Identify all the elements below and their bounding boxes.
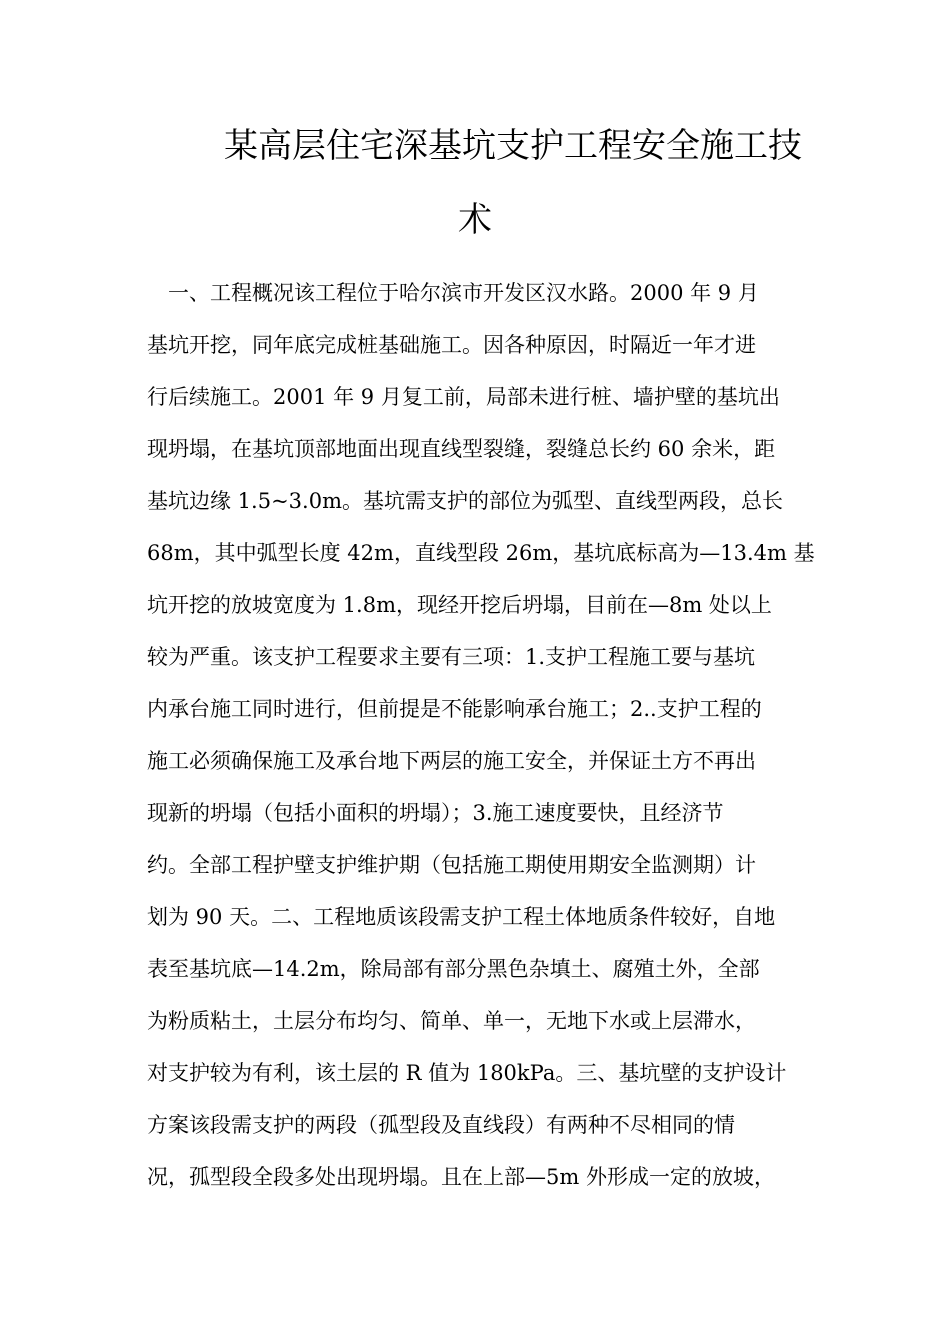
paragraph-line: 现新的坍塌（包括小面积的坍塌）；3.施工速度要快，且经济节 xyxy=(147,801,724,825)
paragraph-line: 一、工程概况该工程位于哈尔滨市开发区汉水路。2000 年 9 月 xyxy=(147,281,759,305)
paragraph-line: 况，孤型段全段多处出现坍塌。且在上部—5m 外形成一定的放坡， xyxy=(147,1165,775,1189)
paragraph-line: 施工必须确保施工及承台地下两层的施工安全，并保证土方不再出 xyxy=(147,749,756,773)
paragraph-line: 68m，其中弧型长度 42m，直线型段 26m，基坑底标高为—13.4m 基 xyxy=(147,541,815,565)
paragraph-line: 坑开挖的放坡宽度为 1.8m，现经开挖后坍塌，目前在—8m 处以上 xyxy=(147,593,772,617)
paragraph-line: 方案该段需支护的两段（孤型段及直线段）有两种不尽相同的情 xyxy=(147,1113,735,1137)
paragraph-line: 现坍塌，在基坑顶部地面出现直线型裂缝，裂缝总长约 60 余米，距 xyxy=(147,437,776,461)
document-title-line-2: 术 xyxy=(458,200,492,240)
paragraph-line: 行后续施工。2001 年 9 月复工前，局部未进行桩、墙护壁的基坑出 xyxy=(147,385,780,409)
paragraph-line: 基坑边缘 1.5~3.0m。基坑需支护的部位为弧型、直线型两段，总长 xyxy=(147,489,783,513)
paragraph-line: 基坑开挖，同年底完成桩基础施工。因各种原因，时隔近一年才进 xyxy=(147,333,756,357)
paragraph-line: 内承台施工同时进行，但前提是不能影响承台施工；2..支护工程的 xyxy=(147,697,762,721)
paragraph-line: 为粉质粘土，土层分布均匀、简单、单一，无地下水或上层滞水， xyxy=(147,1009,756,1033)
paragraph-line: 对支护较为有利，该土层的 R 值为 180kPa。三、基坑壁的支护设计 xyxy=(147,1061,787,1085)
paragraph-line: 约。全部工程护壁支护维护期（包括施工期使用期安全监测期）计 xyxy=(147,853,756,877)
paragraph-line: 表至基坑底—14.2m，除局部有部分黑色杂填土、腐殖土外，全部 xyxy=(147,957,760,981)
paragraph-line: 较为严重。该支护工程要求主要有三项：1.支护工程施工要与基坑 xyxy=(147,645,756,669)
document-title-line-1: 某高层住宅深基坑支护工程安全施工技 xyxy=(224,126,802,166)
paragraph-line: 划为 90 天。二、工程地质该段需支护工程土体地质条件较好，自地 xyxy=(147,905,776,929)
